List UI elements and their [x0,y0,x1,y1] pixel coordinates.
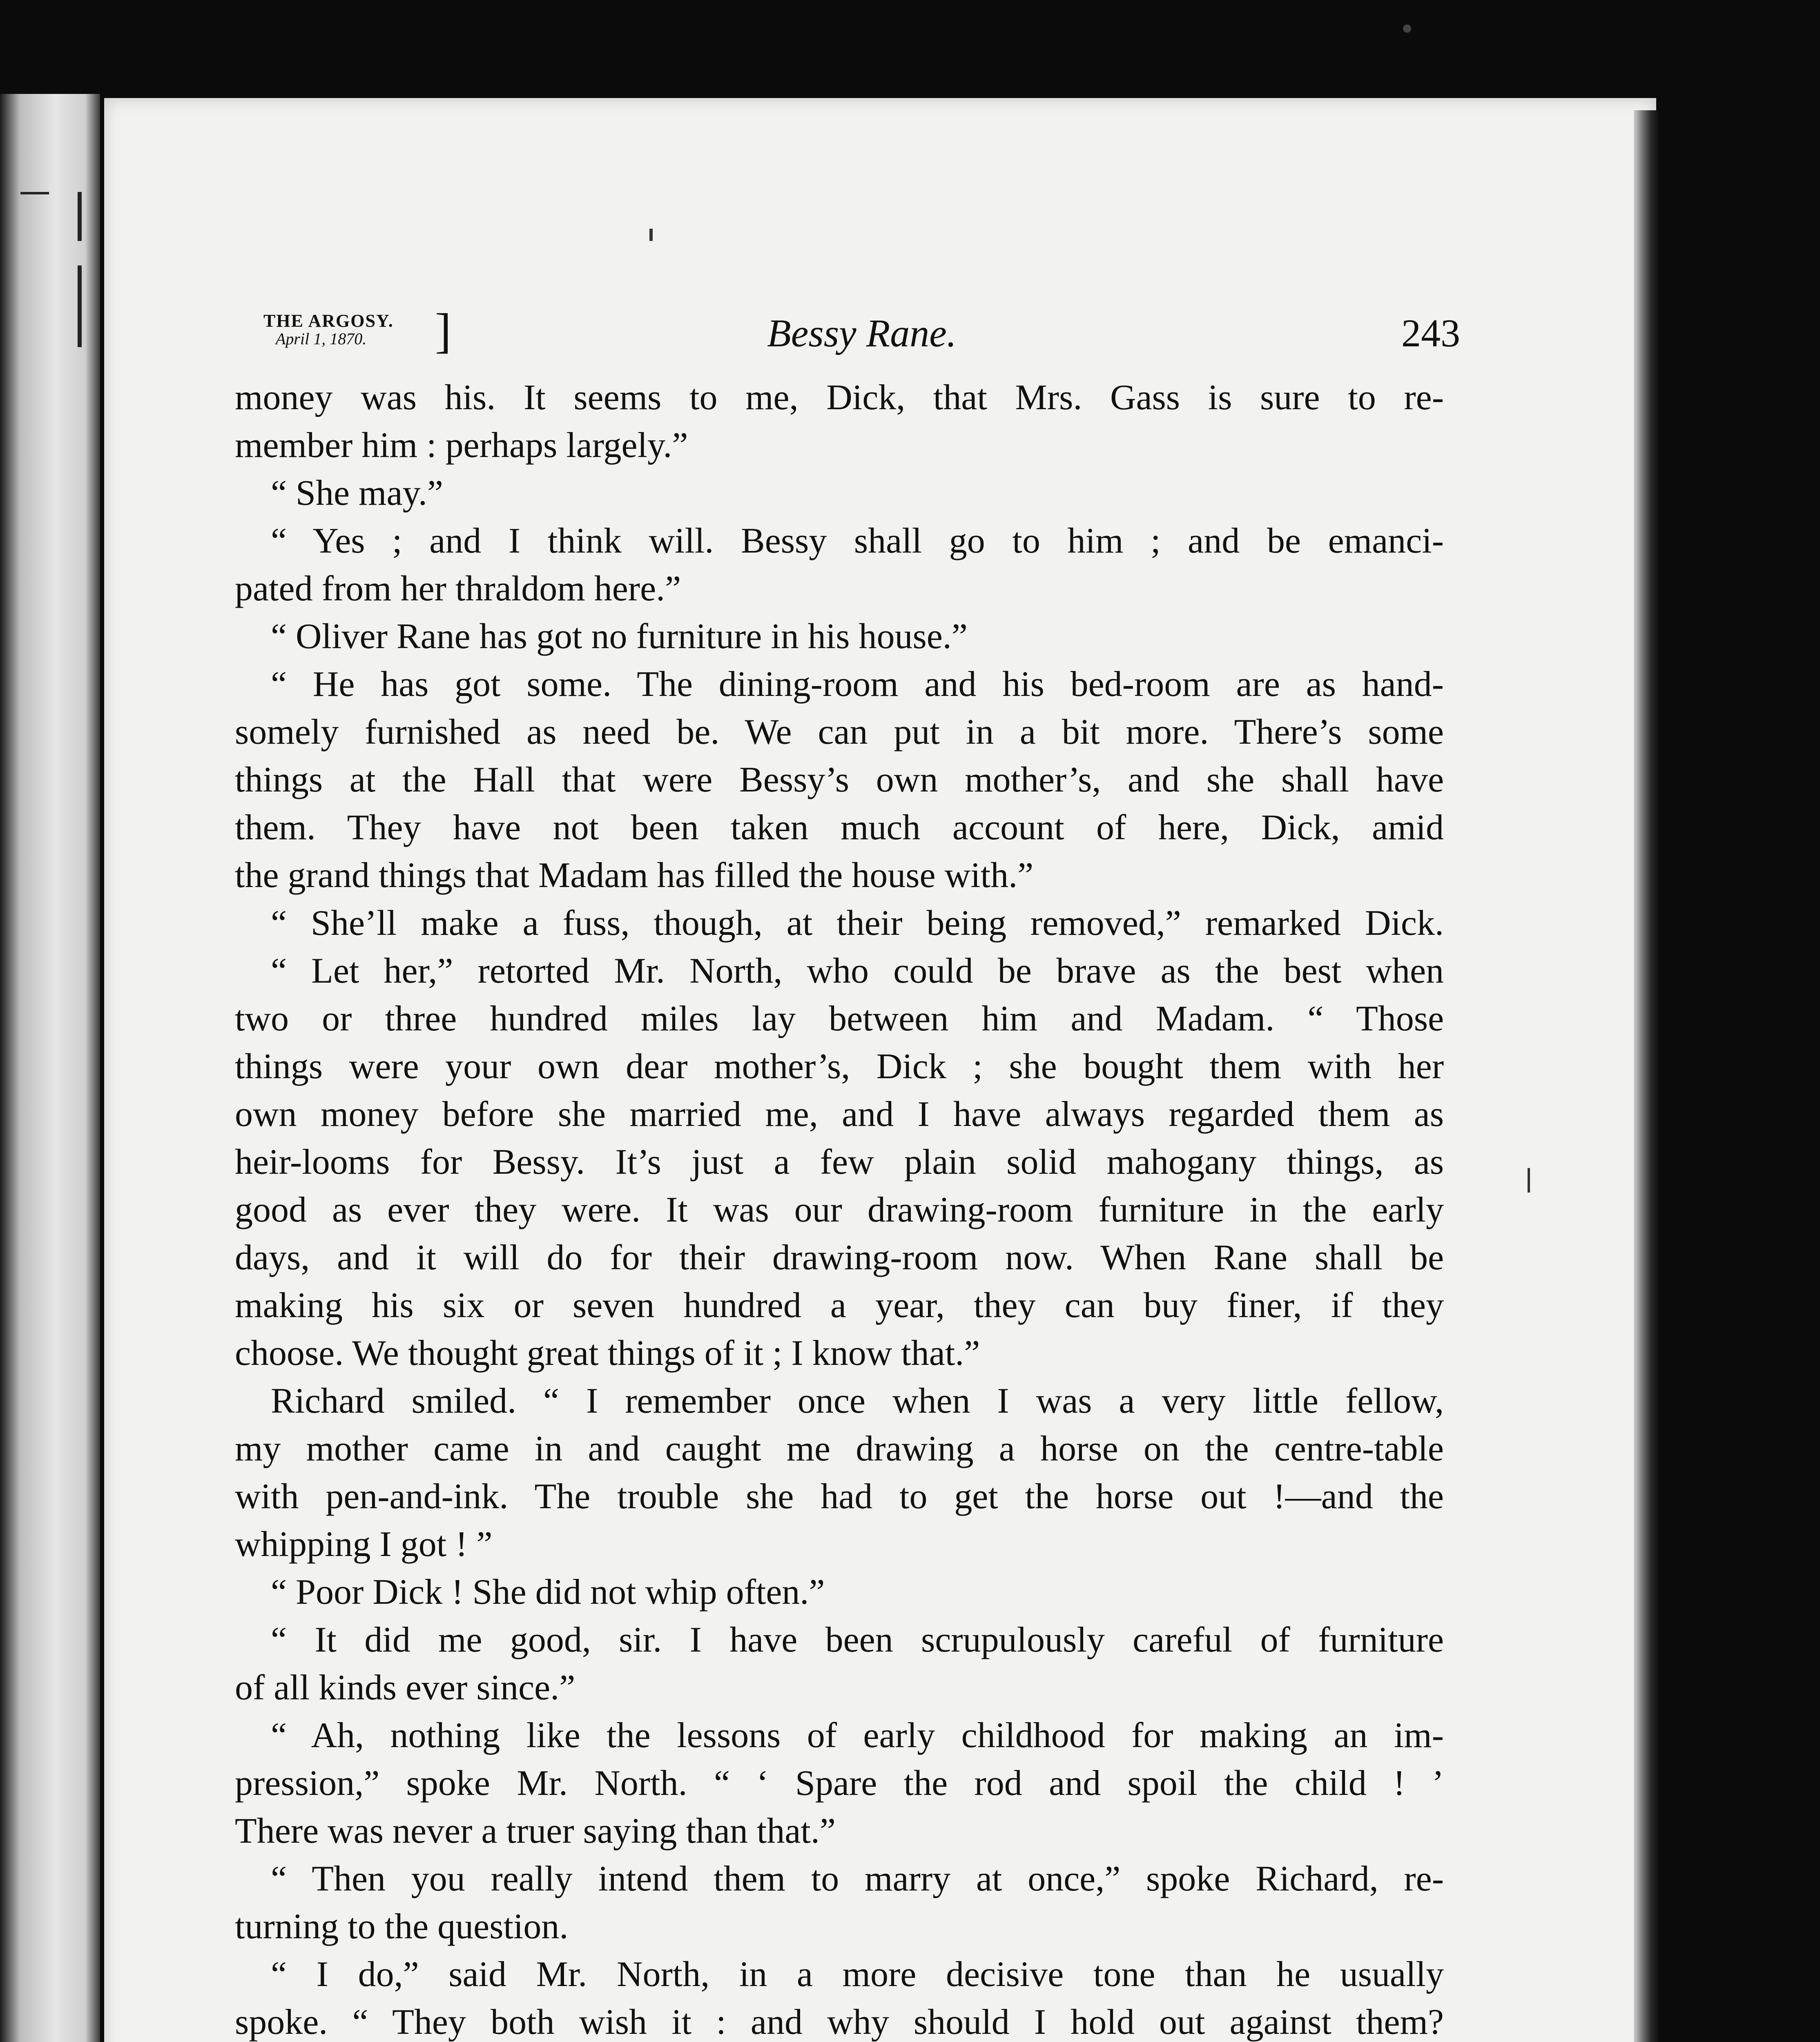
ink-speck [649,229,653,241]
text-line: two or three hundred miles lay between him and Madam. “ Those [235,999,1444,1039]
text-line: things at the Hall that were Bessy’s own mother’s, and she shall have [235,760,1444,800]
text-line: “ Yes ; and I think will. Bessy shall go to him ; and be emanci- [271,521,1444,561]
ink-speck [1528,1168,1530,1193]
text-line: good as ever they were. It was our drawing-room furniture in the early [235,1190,1444,1230]
text-line: whipping I got ! ” [235,1525,493,1564]
ink-mark [78,265,82,347]
ink-mark [78,192,82,241]
text-line: pression,” spoke Mr. North. “ ‘ Spare the rod and spoil the child ! ’ [235,1763,1444,1803]
text-line: “ She may.” [271,473,443,513]
journal-date: April 1, 1870. [276,330,367,348]
text-line: pated from her thraldom here.” [235,569,681,609]
text-line: my mother came in and caught me drawing a horse on the centre-table [235,1429,1444,1469]
text-line: heir-looms for Bessy. It’s just a few plain solid mahogany things, as [235,1142,1444,1182]
text-line: “ Ah, nothing like the lessons of early childhood for making an im- [271,1716,1444,1755]
text-line: of all kinds ever since.” [235,1668,575,1708]
page-gutter-shadow [1634,110,1658,2042]
journal-name: THE ARGOSY. [263,311,394,331]
text-line: making his six or seven hundred a year, they can buy finer, if they [235,1286,1444,1325]
text-line: own money before she married me, and I have always regarded them as [235,1095,1444,1134]
text-line: them. They have not been taken much account of here, Dick, amid [235,808,1444,847]
text-line: “ It did me good, sir. I have been scrupulously careful of furniture [271,1620,1444,1660]
text-line: member him : perhaps largely.” [235,426,688,465]
page-number: 243 [1401,311,1460,355]
text-line: “ Then you really intend them to marry at once,” spoke Richard, re- [271,1859,1444,1899]
text-line: choose. We thought great things of it ; I know that.” [235,1333,980,1373]
ink-speck [1403,25,1411,33]
text-line: “ Poor Dick ! She did not whip often.” [271,1572,825,1612]
text-line: “ Oliver Rane has got no furniture in his house.” [271,617,968,656]
body-text [235,374,1444,2042]
text-line: Richard smiled. “ I remember once when I was a very little fellow, [271,1381,1444,1421]
text-line: “ She’ll make a fuss, though, at their being removed,” remarked Dick. [271,903,1444,943]
facing-page-edge [0,94,100,2042]
running-title: Bessy Rane. [767,311,957,355]
text-line: “ He has got some. The dining-room and his bed-room are as hand- [271,664,1444,704]
text-line: There was never a truer saying than that.” [235,1811,836,1851]
text-line: somely furnished as need be. We can put in a bit more. There’s some [235,712,1444,752]
text-line: things were your own dear mother’s, Dick ; she bought them with her [235,1047,1444,1086]
text-line: “ Let her,” retorted Mr. North, who could be brave as the best when [271,951,1444,991]
text-line: turning to the question. [235,1907,569,1946]
text-line: spoke. “ They both wish it : and why should I hold out against them? [235,2002,1444,2042]
text-line: the grand things that Madam has filled the house with.” [235,856,1034,895]
text-line: money was his. It seems to me, Dick, that Mrs. Gass is sure to re- [235,378,1444,417]
ink-mark [20,192,49,194]
text-line: with pen-and-ink. The trouble she had to get the horse out !—and the [235,1477,1444,1516]
text-line: days, and it will do for their drawing-room now. When Rane shall be [235,1238,1444,1277]
header-bracket: ] [435,303,451,358]
running-header [263,302,1460,363]
text-line: “ I do,” said Mr. North, in a more decisive tone than he usually [271,1955,1444,1994]
